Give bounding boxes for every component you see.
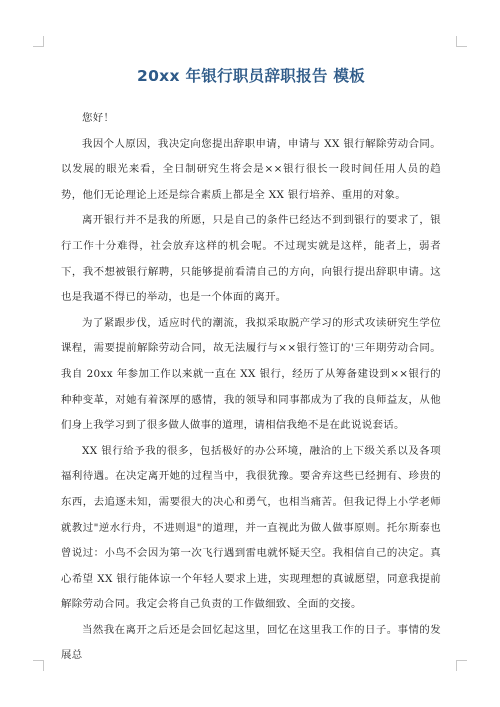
paragraph-2: 离开银行并不是我的所愿，只是自己的条件已经达不到到银行的要求了，银行工作十分难得，社会放弃这样的机会呢。不过现实就是这样，能者上，弱者下，我不想被银行解聘，只能够提前看清自己的方向，向银行提出辞职申请。这也是我逼不得已的举动，也是一个体面的离开。 (61, 214, 441, 304)
document-page (61, 64, 441, 669)
page-corner-mark-top-left (33, 36, 44, 47)
page-corner-mark-bottom-left (33, 660, 44, 671)
paragraph-5: 当然我在离开之后还是会回忆起这里，回忆在这里我工作的日子。事情的发展总 (61, 623, 441, 662)
greeting: 您好！ (82, 112, 115, 124)
paragraph-4: XX 银行给予我的很多，包括极好的办公环境，融洽的上下级关系以及各项福利待遇。在决定离开她的过程当中，我很犹豫。要舍弃这些已经拥有、珍贵的东西，去追逐未知，需要很大的决心和勇气，也相当痛苦。但我记得上小学老师就教过"逆水行舟，不进则退"的道理，并一直视此为做人做事原则。托尔斯泰也曾说过：小鸟不会因为第一次飞行遇到雷电就怀疑天空。我相信自己的决定。真心希望 XX 银行能体谅一个年轻人要求上进，实现理想的真诚愿望，同意我提前解除劳动合同。我定会将自己负责的工作做细致、全面的交接。 (61, 444, 441, 611)
paragraph-3: 为了紧跟步伐，适应时代的潮流，我拟采取脱产学习的形式攻读研究生学位课程，需要提前解除劳动合同，故无法履行与××银行签订的'三年期劳动合同。我自 20xx 年参加工作以来就一直在 XX 银行，经历了从筹备建设到××银行的种种变革，对她有着深厚的感情，我的领导和同事都成为了我的良师益友，从他们身上我学习到了很多做人做事的道理，请相信我绝不是在此说说套话。 (61, 316, 441, 432)
page-corner-mark-top-right (456, 36, 467, 47)
document-title: 20xx 年银行职员辞职报告 模板 (137, 67, 365, 85)
page-corner-mark-bottom-right (456, 660, 467, 671)
paragraph-1: 我因个人原因，我决定向您提出辞职申请，申请与 XX 银行解除劳动合同。以发展的眼光来看，全日制研究生将会是××银行很长一段时间任用人员的趋势，他们无论理论上还是综合素质上都是全 XX 银行培养、重用的对象。 (61, 137, 441, 201)
